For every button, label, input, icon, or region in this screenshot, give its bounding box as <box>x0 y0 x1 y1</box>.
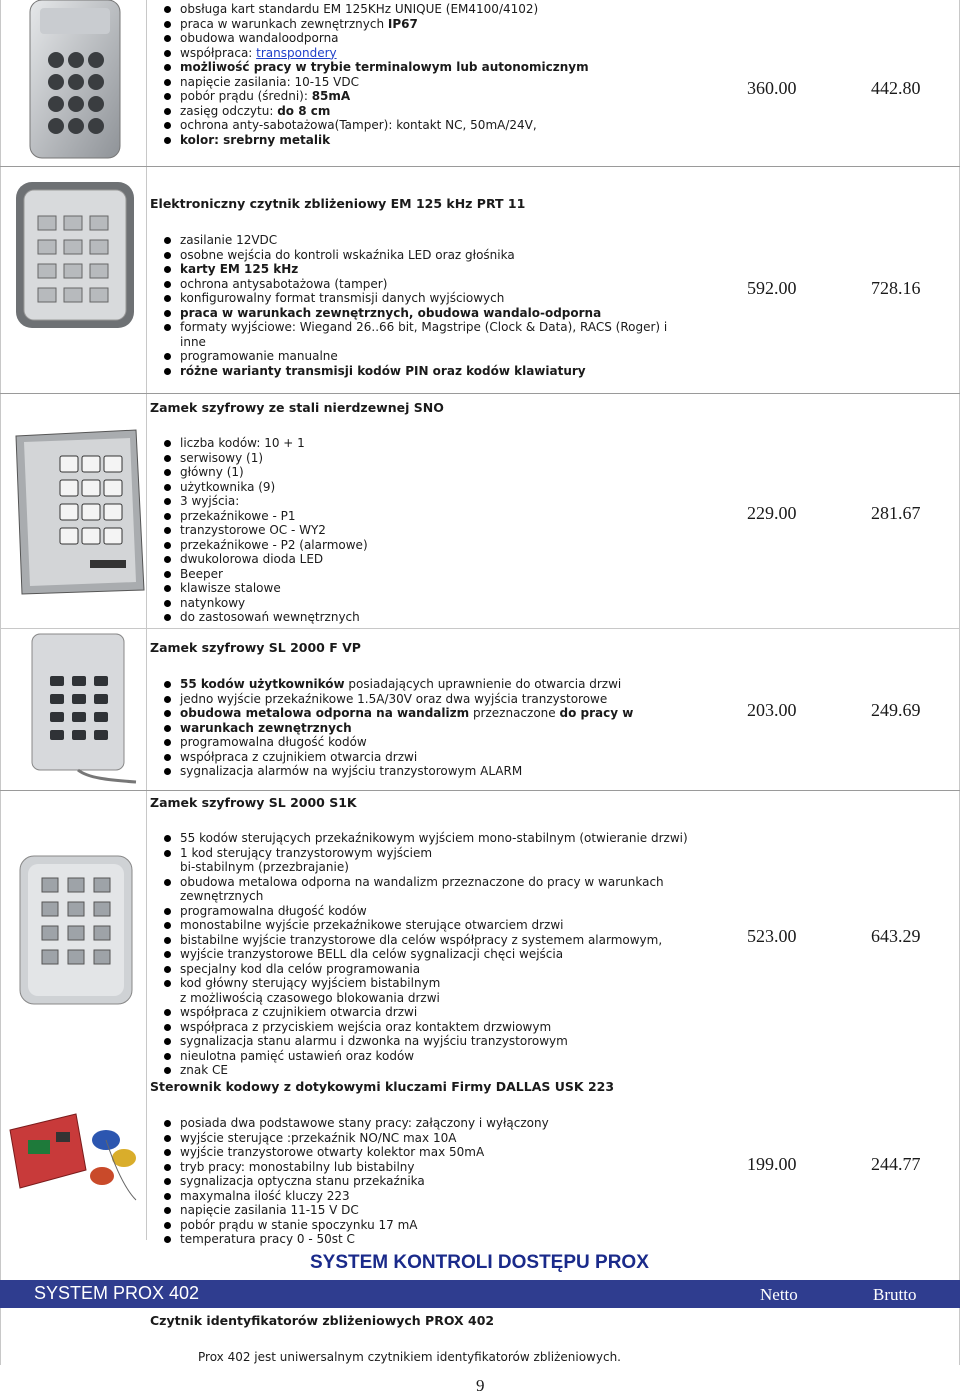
feature-item: liczba kodów: 10 + 1 <box>148 436 368 451</box>
feature-item: sygnalizacja alarmów na wyjściu tranzystorowym ALARM <box>148 764 633 779</box>
feature-item: obsługa kart standardu EM 125KHz UNIQUE (EM4100/4102) <box>148 2 589 17</box>
row-divider <box>0 393 960 394</box>
product-4-image <box>18 628 140 786</box>
feature-item: znak CE <box>148 1063 688 1078</box>
feature-item: Beeper <box>148 567 368 582</box>
feature-item: pobór prądu w stanie spoczynku 17 mA <box>148 1218 549 1233</box>
feature-item: różne warianty transmisji kodów PIN oraz kodów klawiatury <box>148 364 667 379</box>
feature-item: praca w warunkach zewnętrznych, obudowa wandalo-odporna <box>148 306 667 321</box>
product-1-netto: 360.00 <box>747 78 797 98</box>
row-divider <box>0 628 960 629</box>
feature-item: do zastosowań wewnętrznych <box>148 610 368 625</box>
feature-item: wyjście tranzystorowe otwarty kolektor max 50mA <box>148 1145 549 1160</box>
product-5-features <box>148 831 688 1078</box>
feature-item: pobór prądu (średni): 85mA <box>148 89 589 104</box>
feature-item: współpraca z przyciskiem wejścia oraz kontaktem drzwiowym <box>148 1020 688 1035</box>
image-column-divider <box>146 0 147 1240</box>
feature-item: 1 kod sterujący tranzystorowym wyjściem <box>148 846 688 861</box>
feature-item: inne <box>180 334 206 349</box>
feature-item: nieulotna pamięć ustawień oraz kodów <box>148 1049 688 1064</box>
feature-item: jedno wyjście przekaźnikowe 1.5A/30V oraz dwa wyjścia tranzystorowe <box>148 692 633 707</box>
feature-item: 55 kodów użytkowników posiadających uprawnienie do otwarcia drzwi <box>148 677 633 692</box>
feature-item: zewnętrznych <box>180 889 264 903</box>
product-3-features <box>148 436 368 625</box>
product-2-brutto: 728.16 <box>871 278 921 298</box>
feature-item: możliwość pracy w trybie terminalowym lub autonomicznym <box>148 60 589 75</box>
netto-label: Netto <box>760 1285 798 1304</box>
feature-item: tryb pracy: monostabilny lub bistabilny <box>148 1160 549 1175</box>
feature-item: kolor: srebrny metalik <box>148 133 589 148</box>
product-6-image <box>6 1100 144 1212</box>
product-5-netto: 523.00 <box>747 926 797 946</box>
feature-item: posiada dwa podstawowe stany pracy: załączony i wyłączony <box>148 1116 549 1131</box>
feature-item: karty EM 125 kHz <box>148 262 667 277</box>
product-5-brutto: 643.29 <box>871 926 921 946</box>
product-3-title: Zamek szyfrowy ze stali nierdzewnej SNO <box>150 400 444 415</box>
feature-item: z możliwością czasowego blokowania drzwi <box>180 990 440 1005</box>
product-4-brutto: 249.69 <box>871 700 921 720</box>
last-item-description: Prox 402 jest uniwersalnym czytnikiem identyfikatorów zbliżeniowych. <box>198 1350 621 1364</box>
product-2-netto: 592.00 <box>747 278 797 298</box>
feature-item: współpraca: transpondery <box>148 46 589 61</box>
feature-item: kod główny sterujący wyjściem bistabilnym <box>148 976 688 991</box>
product-3-image <box>12 428 146 596</box>
product-6-features <box>148 1116 549 1247</box>
feature-item: serwisowy (1) <box>148 451 368 466</box>
product-1-features <box>148 2 589 147</box>
feature-item: klawisze stalowe <box>148 581 368 596</box>
feature-item: maxymalna ilość kluczy 223 <box>148 1189 549 1204</box>
feature-item: przekaźnikowe - P2 (alarmowe) <box>148 538 368 553</box>
feature-item: dwukolorowa dioda LED <box>148 552 368 567</box>
feature-item: praca w warunkach zewnętrznych IP67 <box>148 17 589 32</box>
product-5-title: Zamek szyfrowy SL 2000 S1K <box>150 795 357 810</box>
page-number: 9 <box>476 1376 485 1395</box>
feature-item: współpraca z czujnikiem otwarcia drzwi <box>148 750 633 765</box>
product-4-netto: 203.00 <box>747 700 797 720</box>
feature-item: warunkach zewnętrznych <box>148 721 633 736</box>
product-3-brutto: 281.67 <box>871 503 921 523</box>
feature-item: ochrona anty-sabotażowa(Tamper): kontakt NC, 50mA/24V, <box>148 118 589 133</box>
feature-item: główny (1) <box>148 465 368 480</box>
product-3-netto: 229.00 <box>747 503 797 523</box>
product-4-title: Zamek szyfrowy SL 2000 F VP <box>150 640 361 655</box>
feature-item: bi-stabilnym (przezbrajanie) <box>180 860 349 874</box>
feature-item: obudowa wandaloodporna <box>148 31 589 46</box>
section-subtitle: SYSTEM PROX 402 <box>34 1283 200 1303</box>
product-6-netto: 199.00 <box>747 1154 797 1174</box>
feature-item: użytkownika (9) <box>148 480 368 495</box>
feature-item: zasięg odczytu: do 8 cm <box>148 104 589 119</box>
feature-item: programowalna długość kodów <box>148 735 633 750</box>
feature-item: obudowa metalowa odporna na wandalizm przeznaczone do pracy w warunkach <box>148 875 688 890</box>
feature-item: bistabilne wyjście tranzystorowe dla celów współpracy z systemem alarmowym, <box>148 933 688 948</box>
row-divider <box>0 790 960 791</box>
feature-item: sygnalizacja stanu alarmu i dzwonka na wyjściu tranzystorowym <box>148 1034 688 1049</box>
feature-item: 3 wyjścia: <box>148 494 368 509</box>
brutto-label: Brutto <box>873 1285 917 1304</box>
product-2-title: Elektroniczny czytnik zbliżeniowy EM 125 kHz PRT 11 <box>150 196 526 211</box>
feature-item: natynkowy <box>148 596 368 611</box>
transpondery-link[interactable]: transpondery <box>256 45 337 60</box>
last-item-title: Czytnik identyfikatorów zbliżeniowych PROX 402 <box>150 1313 495 1328</box>
feature-item: temperatura pracy 0 - 50st C <box>148 1232 549 1247</box>
product-2-features <box>148 233 667 378</box>
feature-item: monostabilne wyjście przekaźnikowe sterujące otwarciem drzwi <box>148 918 688 933</box>
feature-item: formaty wyjściowe: Wiegand 26..66 bit, Magstripe (Clock & Data), RACS (Roger) i <box>148 320 667 335</box>
row-divider <box>0 166 960 167</box>
feature-item: programowalna długość kodów <box>148 904 688 919</box>
feature-item: obudowa metalowa odporna na wandalizm przeznaczone do pracy w <box>148 706 633 721</box>
feature-item: zasilanie 12VDC <box>148 233 667 248</box>
feature-item: napięcie zasilania 11-15 V DC <box>148 1203 549 1218</box>
feature-item: programowanie manualne <box>148 349 667 364</box>
product-6-brutto: 244.77 <box>871 1154 921 1174</box>
product-4-features <box>148 677 633 779</box>
feature-item: konfigurowalny format transmisji danych wyjściowych <box>148 291 667 306</box>
feature-item: 55 kodów sterujących przekaźnikowym wyjściem mono-stabilnym (otwieranie drzwi) <box>148 831 688 846</box>
feature-item: tranzystorowe OC - WY2 <box>148 523 368 538</box>
product-2-image <box>14 180 136 330</box>
feature-item: osobne wejścia do kontroli wskaźnika LED oraz głośnika <box>148 248 667 263</box>
feature-item: ochrona antysabotażowa (tamper) <box>148 277 667 292</box>
product-1-image <box>28 0 123 160</box>
product-6-title: Sterownik kodowy z dotykowymi kluczami Firmy DALLAS USK 223 <box>150 1079 615 1094</box>
feature-item: specjalny kod dla celów programowania <box>148 962 688 977</box>
product-5-image <box>14 852 140 1008</box>
feature-item: napięcie zasilania: 10-15 VDC <box>148 75 589 90</box>
feature-item: przekaźnikowe - P1 <box>148 509 368 524</box>
feature-item: współpraca z czujnikiem otwarcia drzwi <box>148 1005 688 1020</box>
product-1-brutto: 442.80 <box>871 78 921 98</box>
section-title: SYSTEM KONTROLI DOSTĘPU PROX <box>310 1252 649 1273</box>
feature-item: wyjście tranzystorowe BELL dla celów sygnalizacji chęci wejścia <box>148 947 688 962</box>
feature-item: wyjście sterujące :przekaźnik NO/NC max 10A <box>148 1131 549 1146</box>
feature-item: sygnalizacja optyczna stanu przekaźnika <box>148 1174 549 1189</box>
